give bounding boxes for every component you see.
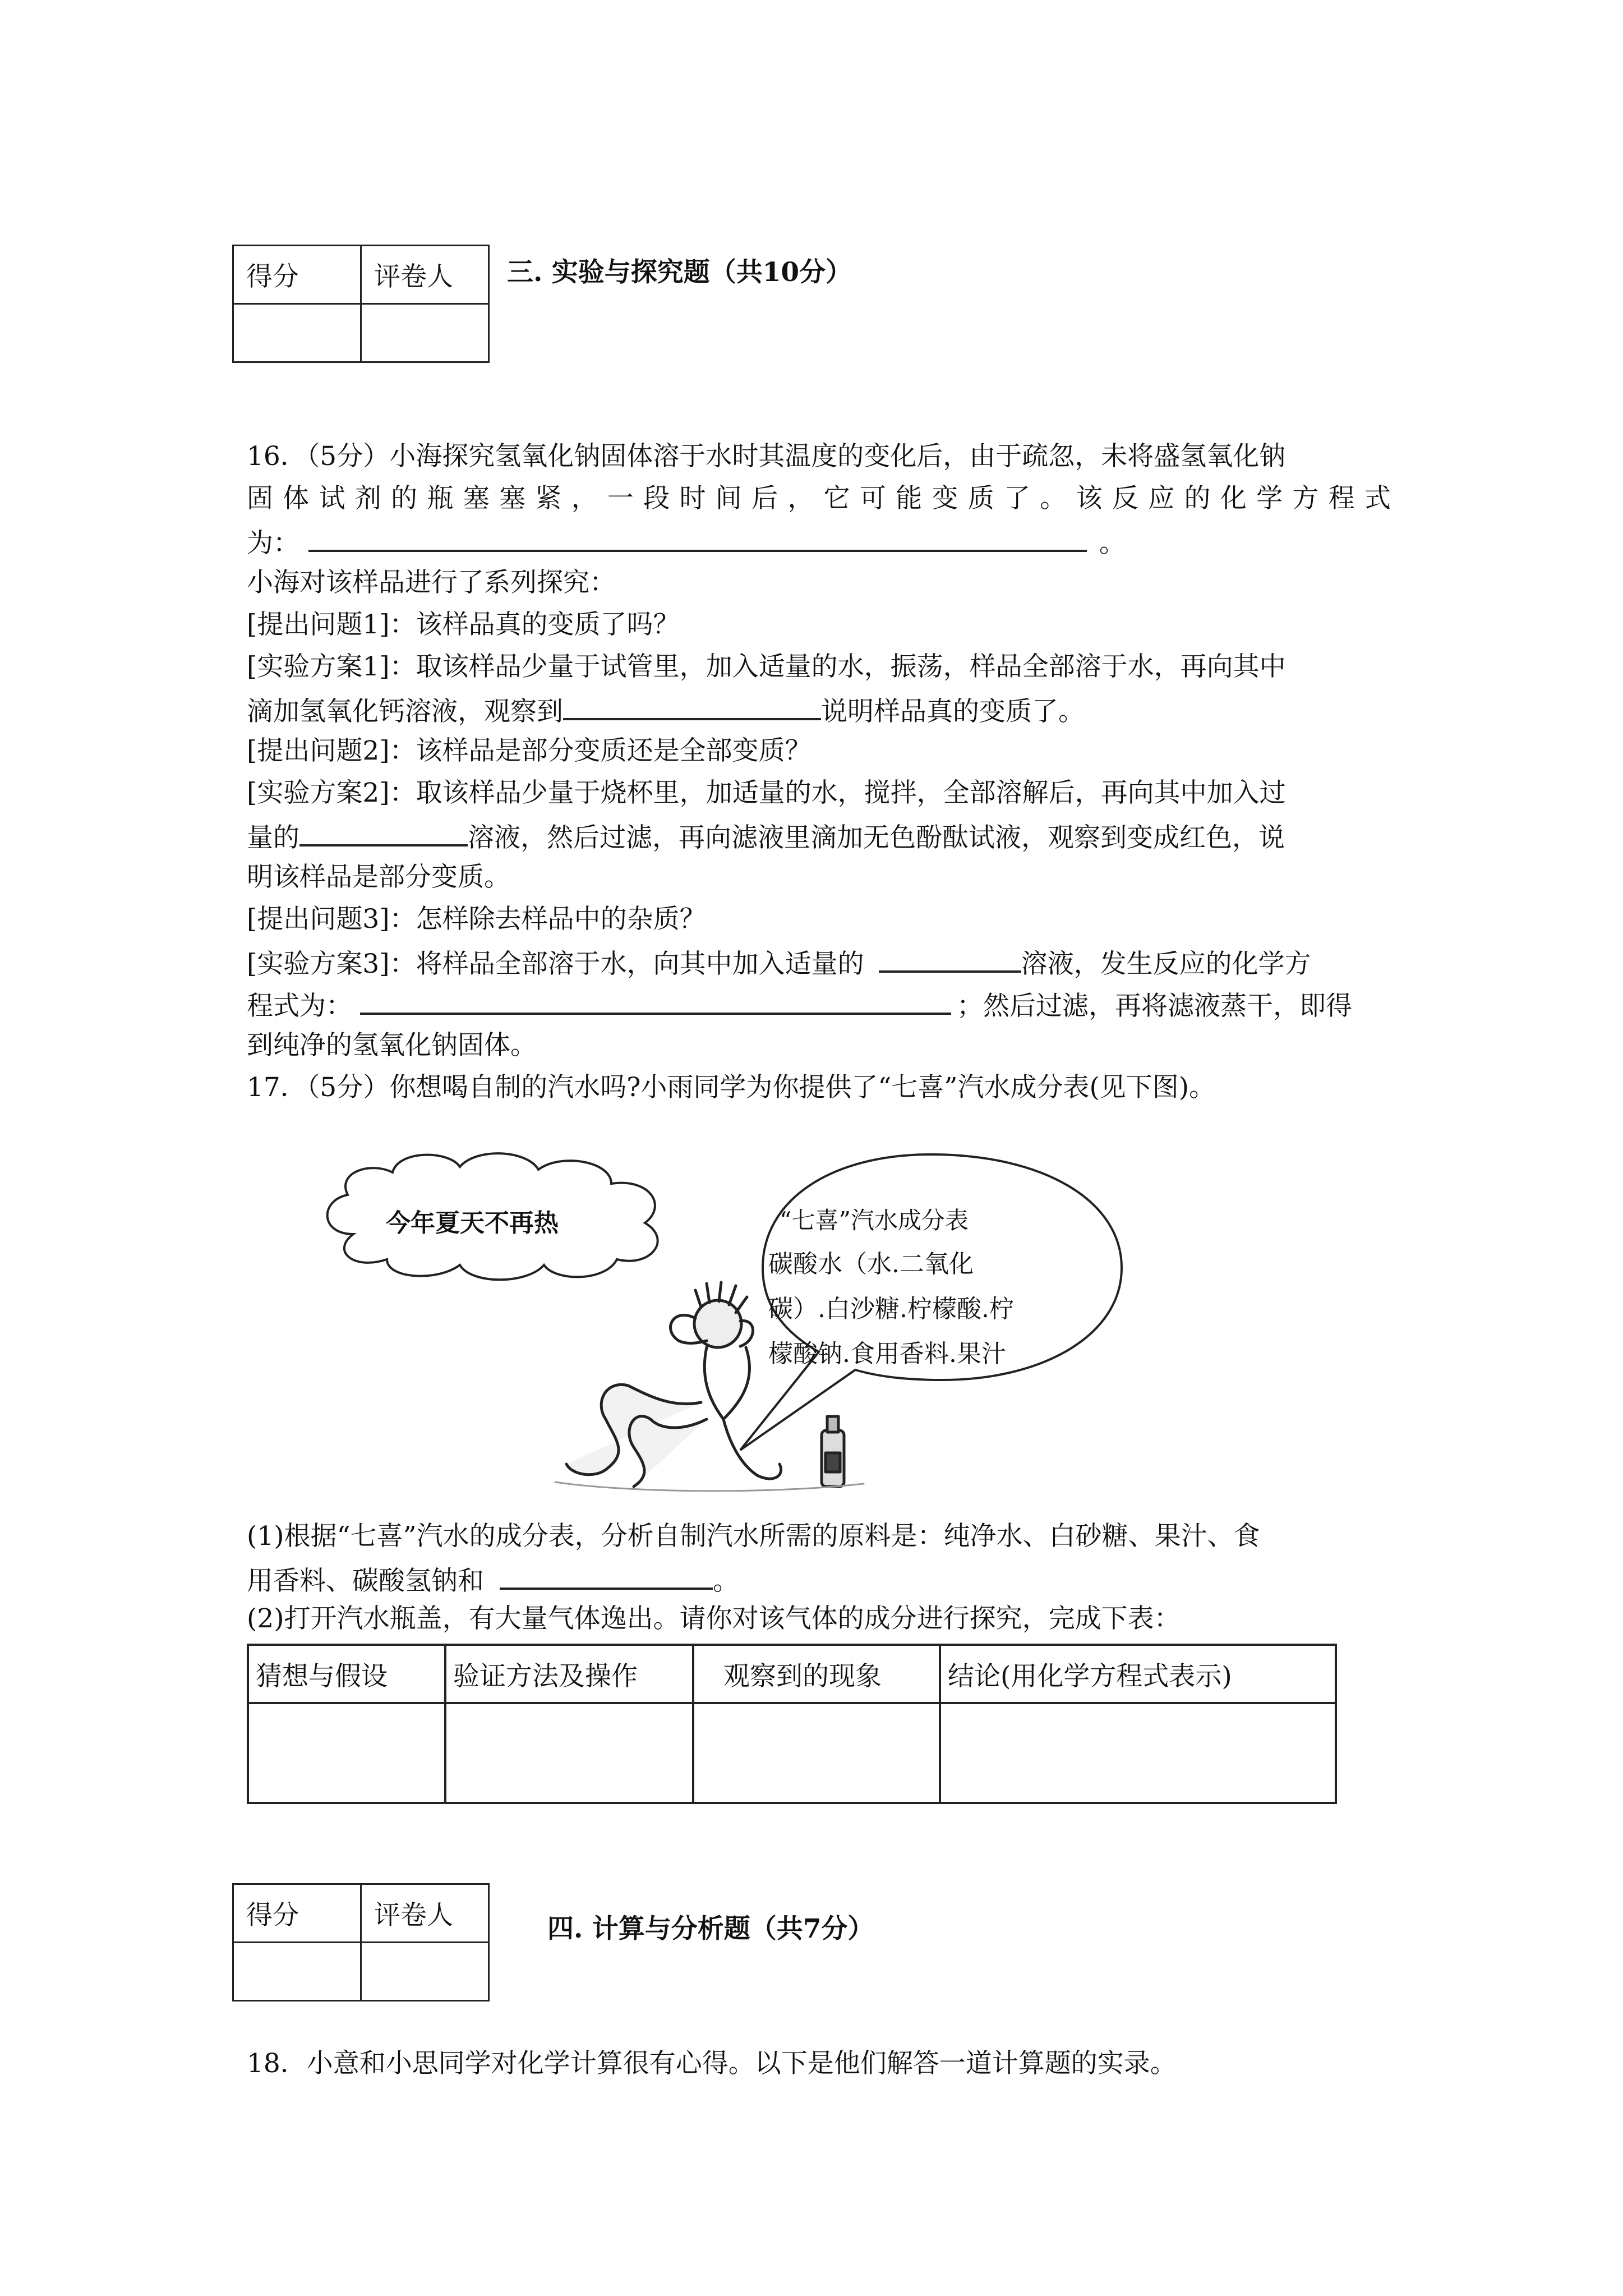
section4-title: 四. 计算与分析题（共7分）	[547, 1913, 874, 1944]
bubble-line1: 碳酸水（水.二氧化	[768, 1250, 974, 1278]
q17-part1-b-prefix: 用香料、碳酸氢钠和	[247, 1566, 484, 1596]
q16-plan1-b	[247, 696, 1085, 725]
q17-part1-b-suffix: 。	[713, 1566, 739, 1596]
bubble-line3: 檬酸钠.食用香料.果汁	[768, 1340, 1006, 1368]
q16-plan3-c: 到纯净的氢氧化钠固体。	[247, 1030, 537, 1061]
method-cell[interactable]	[445, 1703, 693, 1803]
q16-reagent3-blank[interactable]	[879, 948, 1021, 973]
table-header-observation: 观察到的现象	[693, 1645, 940, 1703]
q16-plan2-a: [实验方案2]：取该样品少量于烧杯里，加适量的水，搅拌，全部溶解后，再向其中加入过	[247, 777, 1286, 808]
q16-plan2-b	[247, 822, 1285, 851]
q16-reagent-blank[interactable]	[299, 822, 468, 846]
observation-cell[interactable]	[693, 1703, 940, 1803]
q16-line1: 16．（5分）小海探究氢氧化钠固体溶于水时其温度的变化后，由于疏忽，未将盛氢氧化钠	[247, 441, 1286, 472]
q16-line3	[247, 527, 1126, 559]
q16-plan1-a: [实验方案1]：取该样品少量于试管里，加入适量的水，振荡，样品全部溶于水，再向其中	[247, 651, 1286, 682]
table-header-conclusion: 结论(用化学方程式表示)	[940, 1645, 1336, 1703]
q16-plan2-b-suffix: 溶液，然后过滤，再向滤液里滴加无色酚酞试液，观察到变成红色，说	[468, 822, 1285, 853]
q17-line1: 17．（5分）你想喝自制的汽水吗?小雨同学为你提供了“七喜”汽水成分表(见下图)。	[247, 1072, 1216, 1103]
q16-plan1-b-prefix: 滴加氢氧化钙溶液，观察到	[247, 696, 563, 727]
bubble-title: “七喜”汽水成分表	[780, 1207, 969, 1234]
q16-plan3-a-prefix: [实验方案3]：将样品全部溶于水，向其中加入适量的	[247, 949, 864, 979]
q17-part1-a: (1)根据“七喜”汽水的成分表，分析自制汽水所需的原料是：纯净水、白砂糖、果汁、食	[247, 1521, 1260, 1552]
section3-title: 三. 实验与探究题（共10分）	[507, 257, 852, 288]
score-cell[interactable]	[233, 1943, 361, 2001]
grader-label: 评卷人	[361, 246, 489, 304]
q17-ingredient-blank[interactable]	[500, 1565, 713, 1590]
cloud-text: 今年夏天不再热	[386, 1209, 559, 1237]
table-row	[248, 1703, 1336, 1803]
grader-cell[interactable]	[361, 1943, 489, 2001]
grader-cell[interactable]	[361, 304, 489, 362]
soda-illustration	[314, 1139, 1133, 1498]
q16-equation-blank[interactable]	[308, 527, 1087, 552]
section3-score-box	[232, 245, 490, 363]
score-label: 得分	[233, 1884, 361, 1943]
q16-observation-blank[interactable]	[563, 696, 821, 720]
q16-plan3-b-suffix: ；然后过滤，再将滤液蒸干，即得	[957, 991, 1352, 1022]
q16-plan3-a-suffix: 溶液，发生反应的化学方	[1021, 949, 1311, 979]
section4-score-box	[232, 1883, 490, 2001]
q16-question1: [提出问题1]：该样品真的变质了吗？	[247, 609, 680, 640]
q16-plan2-c: 明该样品是部分变质。	[247, 862, 510, 892]
table-header-row	[248, 1645, 1336, 1703]
q16-plan3-b	[247, 990, 1352, 1022]
q16-plan1-b-suffix: 说明样品真的变质了。	[821, 696, 1085, 727]
q18-line1: 18．小意和小思同学对化学计算很有心得。以下是他们解答一道计算题的实录。	[247, 2048, 1177, 2079]
q16-line3-suffix: 。	[1099, 528, 1126, 559]
inquiry-table	[247, 1644, 1337, 1804]
q16-plan2-b-prefix: 量的	[247, 822, 299, 853]
q16-plan3-b-prefix: 程式为：	[247, 991, 352, 1022]
score-cell[interactable]	[233, 304, 361, 362]
hypothesis-cell[interactable]	[248, 1703, 445, 1803]
q16-line3-prefix: 为：	[247, 528, 299, 559]
q16-line2: 固体试剂的瓶塞塞紧，一段时间后，它可能变质了。该反应的化学方程式	[247, 483, 1391, 514]
q17-part1-b	[247, 1565, 739, 1594]
table-header-hypothesis: 猜想与假设	[248, 1645, 445, 1703]
bubble-line2: 碳）.白沙糖.柠檬酸.柠	[768, 1295, 1014, 1323]
grader-label: 评卷人	[361, 1884, 489, 1943]
q17-part2: (2)打开汽水瓶盖，有大量气体逸出。请你对该气体的成分进行探究，完成下表：	[247, 1603, 1181, 1634]
q16-question2: [提出问题2]：该样品是部分变质还是全部变质？	[247, 735, 811, 766]
q16-plan3-a	[247, 948, 1311, 977]
conclusion-cell[interactable]	[940, 1703, 1336, 1803]
table-header-method: 验证方法及操作	[445, 1645, 693, 1703]
q16-intro: 小海对该样品进行了系列探究：	[247, 567, 616, 598]
q16-question3: [提出问题3]：怎样除去样品中的杂质？	[247, 904, 706, 935]
score-label: 得分	[233, 246, 361, 304]
q16-equation3-blank[interactable]	[360, 990, 951, 1015]
